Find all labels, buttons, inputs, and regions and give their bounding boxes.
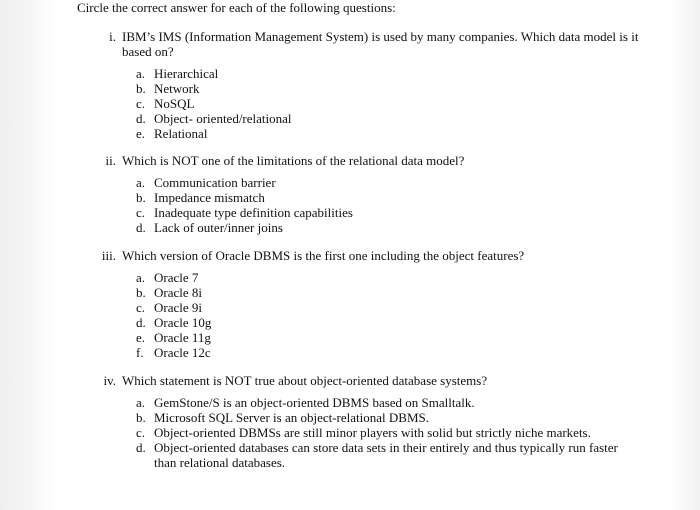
- question-number: i.: [109, 29, 116, 44]
- instruction-text: Circle the correct answer for each of the following questions:: [77, 0, 396, 15]
- option-letter: f.: [136, 345, 144, 360]
- question-text: Which version of Oracle DBMS is the first one including the object features?: [122, 248, 525, 263]
- option-letter: b.: [136, 81, 146, 96]
- option-text: Lack of outer/inner joins: [154, 220, 283, 235]
- option-letter: a.: [136, 175, 146, 190]
- option-letter: c.: [136, 205, 146, 220]
- option-letter: b.: [136, 285, 146, 300]
- option-list: [136, 66, 646, 141]
- option-letter: e.: [136, 126, 146, 141]
- option-text: Oracle 7: [154, 270, 199, 285]
- option-letter: d.: [136, 440, 146, 455]
- option-item[interactable]: [136, 410, 621, 425]
- option-letter: c.: [136, 96, 146, 111]
- option-item[interactable]: [136, 285, 646, 300]
- option-list: [136, 270, 646, 360]
- option-item[interactable]: [136, 66, 646, 81]
- option-item[interactable]: [136, 425, 621, 440]
- option-item[interactable]: [136, 81, 646, 96]
- option-text: Oracle 9i: [154, 300, 203, 315]
- question-text: IBM’s IMS (Information Management System) is used by many companies. Which data model is it based on?: [122, 29, 639, 59]
- question-number: ii.: [105, 153, 116, 168]
- option-list: [136, 395, 621, 470]
- option-text: NoSQL: [154, 96, 195, 111]
- option-text: Relational: [154, 126, 208, 141]
- option-text: Inadequate type definition capabilities: [154, 205, 353, 220]
- option-item[interactable]: [136, 395, 621, 410]
- option-item[interactable]: [136, 96, 646, 111]
- option-item[interactable]: [136, 111, 646, 126]
- option-item[interactable]: [136, 220, 646, 235]
- option-text: Communication barrier: [154, 175, 276, 190]
- option-item[interactable]: [136, 190, 646, 205]
- option-item[interactable]: [136, 175, 646, 190]
- option-text: Object- oriented/relational: [154, 111, 292, 126]
- option-letter: e.: [136, 330, 146, 345]
- question-number: iii.: [101, 248, 116, 263]
- question-4: [86, 373, 646, 470]
- option-text: Oracle 8i: [154, 285, 203, 300]
- option-text: Object-oriented DBMSs are still minor players with solid but strictly niche markets.: [154, 425, 591, 440]
- option-text: Oracle 12c: [154, 345, 211, 360]
- option-text: Object-oriented databases can store data sets in their entirely and thus typically run faster than relational databases.: [154, 440, 618, 470]
- option-letter: b.: [136, 190, 146, 205]
- option-letter: a.: [136, 270, 146, 285]
- option-text: Hierarchical: [154, 66, 219, 81]
- question-3: [86, 248, 646, 360]
- option-item[interactable]: [136, 205, 646, 220]
- option-list: [136, 175, 646, 235]
- option-item[interactable]: [136, 315, 646, 330]
- option-item[interactable]: [136, 300, 646, 315]
- option-letter: d.: [136, 220, 146, 235]
- option-text: Microsoft SQL Server is an object-relational DBMS.: [154, 410, 429, 425]
- option-letter: c.: [136, 300, 146, 315]
- option-letter: a.: [136, 395, 146, 410]
- option-letter: b.: [136, 410, 146, 425]
- option-letter: c.: [136, 425, 146, 440]
- question-number: iv.: [103, 373, 116, 388]
- option-text: GemStone/S is an object-oriented DBMS based on Smalltalk.: [154, 395, 475, 410]
- option-text: Oracle 11g: [154, 330, 211, 345]
- question-1: [86, 29, 646, 141]
- option-item[interactable]: [136, 345, 646, 360]
- option-letter: d.: [136, 315, 146, 330]
- option-item[interactable]: [136, 126, 646, 141]
- option-item[interactable]: [136, 330, 646, 345]
- option-letter: a.: [136, 66, 146, 81]
- option-text: Oracle 10g: [154, 315, 212, 330]
- option-text: Impedance mismatch: [154, 190, 265, 205]
- question-2: [86, 153, 646, 235]
- option-text: Network: [154, 81, 200, 96]
- question-text: Which statement is NOT true about object-oriented database systems?: [122, 373, 488, 388]
- option-item[interactable]: [136, 440, 621, 470]
- question-text: Which is NOT one of the limitations of the relational data model?: [122, 153, 465, 168]
- option-item[interactable]: [136, 270, 646, 285]
- option-letter: d.: [136, 111, 146, 126]
